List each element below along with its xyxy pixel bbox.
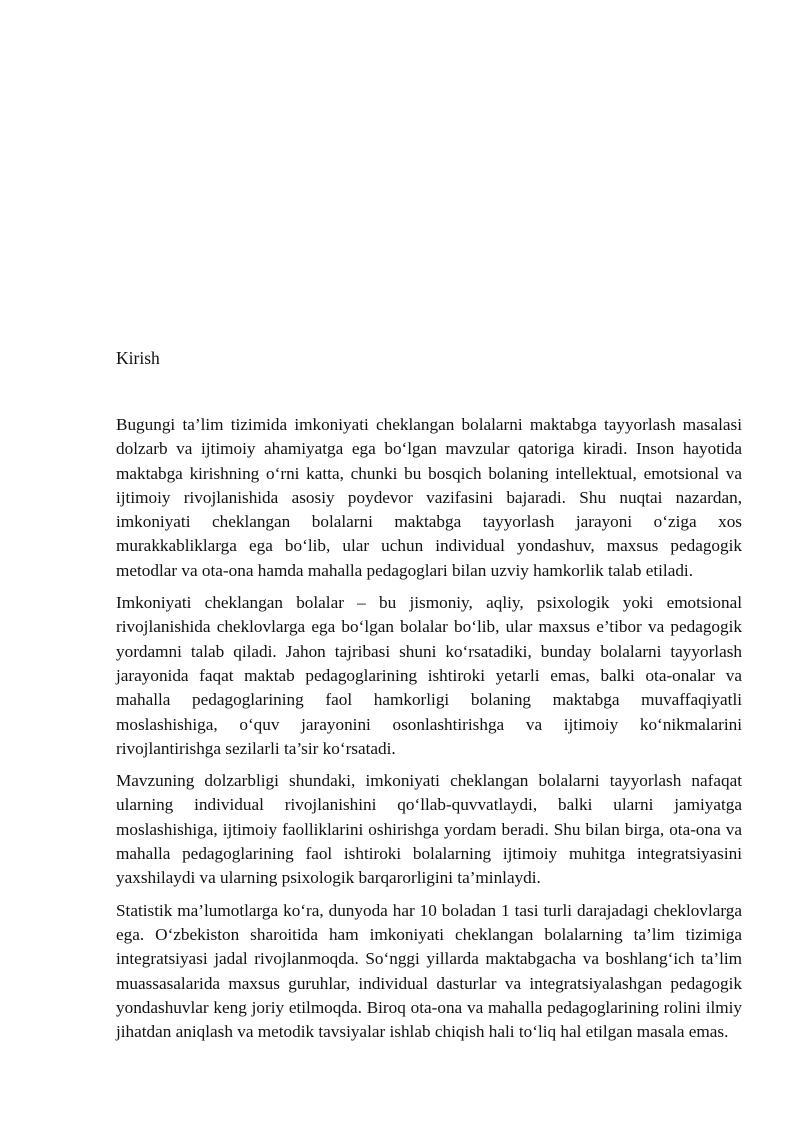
paragraph-1: Bugungi ta’lim tizimida imkoniyati cheklangan bolalarni maktabga tayyorlash masalasi dolzarb va ijtimoiy ahamiyatga ega bo‘lgan mavzular qatoriga kiradi. Inson hayotida maktabga kirishning o‘rni katta, chunki bu bosqich bolaning intellektual, emotsional va ijtimoiy rivojlanishida asosiy poydevor vazifasini bajaradi. Shu nuqtai nazardan, imkoniyati cheklangan bolalarni maktabga tayyorlash jarayoni o‘ziga xos murakkabliklarga ega bo‘lib, ular uchun individual yondashuv, maxsus pedagogik metodlar va ota-ona hamda mahalla pedagoglari bilan uzviy hamkorlik talab etiladi. <box>116 415 742 580</box>
paragraph-3: Mavzuning dolzarbligi shundaki, imkoniyati cheklangan bolalarni tayyorlash nafaqat ularning individual rivojlanishini qo‘llab-quvvatlaydi, balki ularni jamiyatga moslashishiga, ijtimoiy faolliklarini oshirishga yordam beradi. Shu bilan birga, ota-ona va mahalla pedagoglarining faol ishtiroki bolalarning ijtimoiy muhitga integratsiyasini yaxshilaydi va ularning psixologik barqarorligini ta’minlaydi. <box>116 771 742 888</box>
section-heading: Kirish <box>116 348 160 368</box>
body-text <box>116 413 742 1052</box>
paragraph-2: Imkoniyati cheklangan bolalar – bu jismoniy, aqliy, psixologik yoki emotsional rivojlanishida cheklovlarga ega bo‘lgan bolalar bo‘lib, ular maxsus e’tibor va pedagogik yordamni talab qiladi. Jahon tajribasi shuni ko‘rsatadiki, bunday bolalarni tayyorlash jarayonida faqat maktab pedagoglarining ishtiroki yetarli emas, balki ota-onalar va mahalla pedagoglarining faol hamkorligi bolaning maktabga muvaffaqiyatli moslashishiga, o‘quv jarayonini osonlashtirishga va ijtimoiy ko‘nikmalarini rivojlantirishga sezilarli ta’sir ko‘rsatadi. <box>116 593 742 758</box>
paragraph-4: Statistik ma’lumotlarga ko‘ra, dunyoda har 10 boladan 1 tasi turli darajadagi cheklovlarga ega. O‘zbekiston sharoitida ham imkoniyati cheklangan bolalarning ta’lim tizimiga integratsiyasi jadal rivojlanmoqda. So‘nggi yillarda maktabgacha va boshlang‘ich ta’lim muassasalarida maxsus guruhlar, individual dasturlar va integratsiyalashgan pedagogik yondashuvlar keng joriy etilmoqda. Biroq ota-ona va mahalla pedagoglarining rolini ilmiy jihatdan aniqlash va metodik tavsiyalar ishlab chiqish hali to‘liq hal etilgan masala emas. <box>116 900 742 1042</box>
